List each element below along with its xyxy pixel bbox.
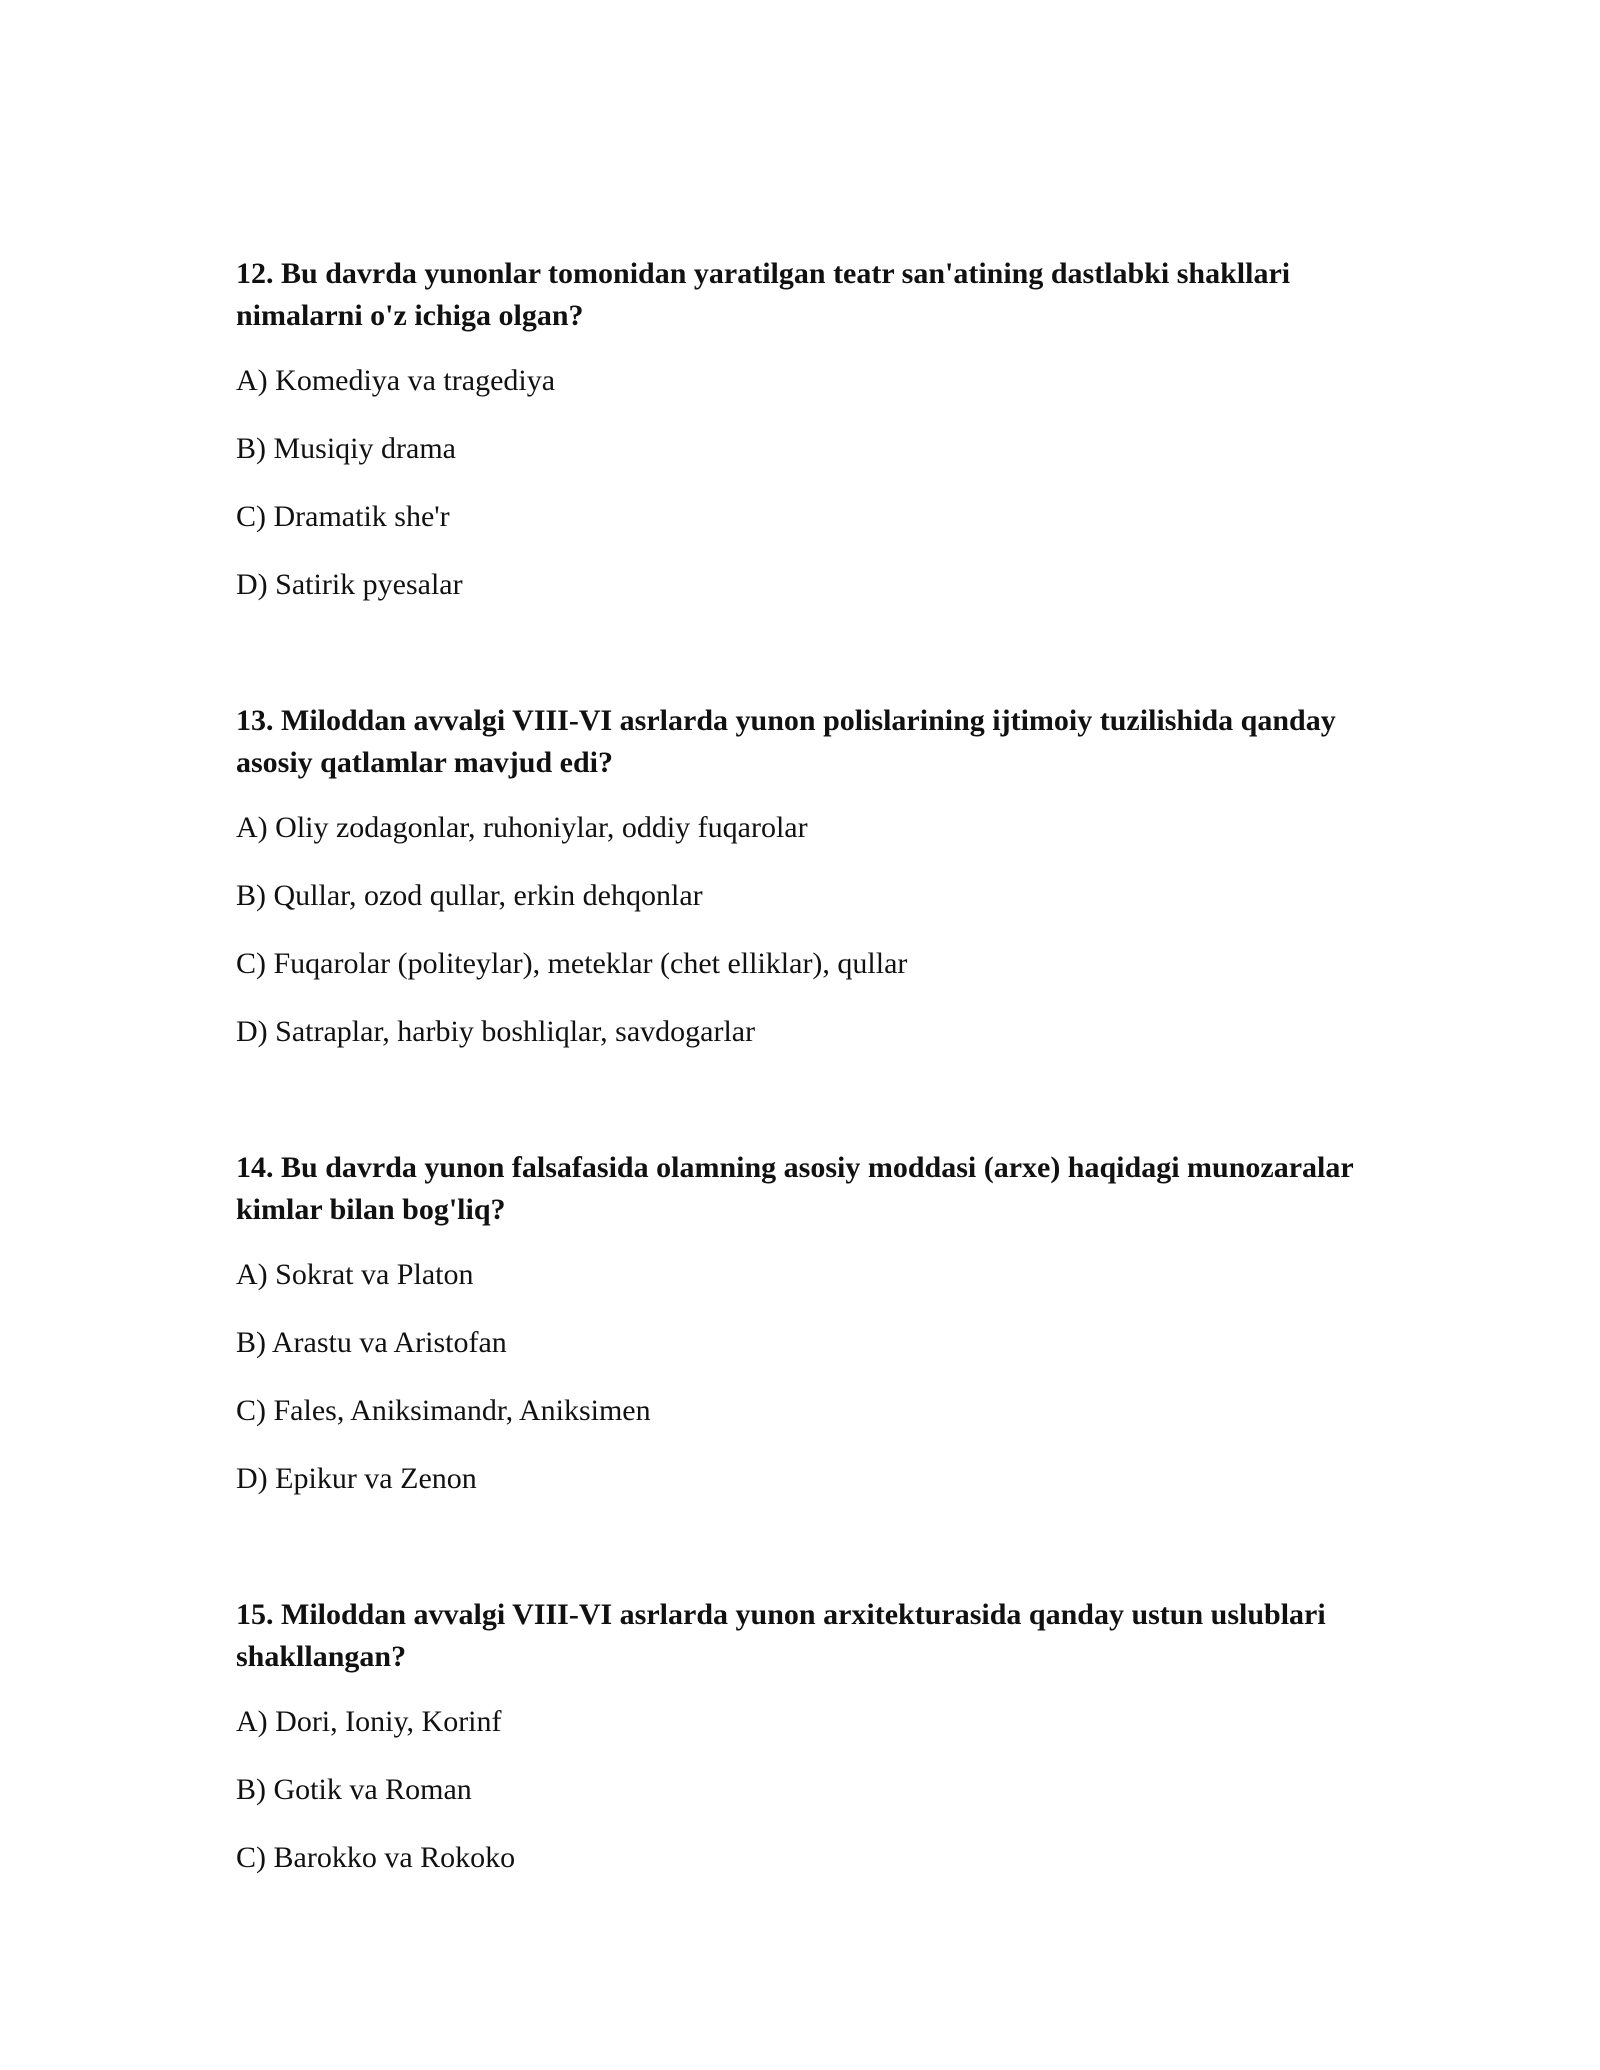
option-c: C) Barokko va Rokoko bbox=[236, 1841, 516, 1874]
question-12 bbox=[236, 253, 1396, 601]
option-b: B) Arastu va Aristofan bbox=[236, 1326, 507, 1359]
option-d: D) Epikur va Zenon bbox=[236, 1462, 477, 1495]
option-a: A) Oliy zodagonlar, ruhoniylar, oddiy fuqarolar bbox=[236, 811, 808, 844]
question-text: 12. Bu davrda yunonlar tomonidan yaratilgan teatr san'atining dastlabki shakllari nimalarni o'z ichiga olgan? bbox=[236, 257, 1291, 332]
question-text: 14. Bu davrda yunon falsafasida olamning asosiy moddasi (arxe) haqidagi munozaralar kimlar bilan bog'liq? bbox=[236, 1151, 1354, 1226]
option-d: D) Satraplar, harbiy boshliqlar, savdogarlar bbox=[236, 1015, 756, 1048]
question-15 bbox=[236, 1594, 1396, 1874]
option-c: C) Dramatik she'r bbox=[236, 500, 450, 533]
option-d: D) Satirik pyesalar bbox=[236, 568, 463, 601]
option-a: A) Komediya va tragediya bbox=[236, 364, 556, 397]
question-13 bbox=[236, 700, 1396, 1048]
option-b: B) Qullar, ozod qullar, erkin dehqonlar bbox=[236, 879, 703, 912]
option-c: C) Fuqarolar (politeylar), meteklar (chet elliklar), qullar bbox=[236, 947, 908, 980]
option-a: A) Sokrat va Platon bbox=[236, 1258, 474, 1291]
question-14 bbox=[236, 1147, 1396, 1495]
option-b: B) Musiqiy drama bbox=[236, 432, 456, 465]
question-text: 15. Miloddan avvalgi VIII-VI asrlarda yunon arxitekturasida qanday ustun uslublari shakllangan? bbox=[236, 1598, 1326, 1673]
option-c: C) Fales, Aniksimandr, Aniksimen bbox=[236, 1394, 651, 1427]
question-text: 13. Miloddan avvalgi VIII-VI asrlarda yunon polislarining ijtimoiy tuzilishida qanday asosiy qatlamlar mavjud edi? bbox=[236, 704, 1336, 779]
option-a: A) Dori, Ioniy, Korinf bbox=[236, 1705, 502, 1738]
option-b: B) Gotik va Roman bbox=[236, 1773, 472, 1806]
